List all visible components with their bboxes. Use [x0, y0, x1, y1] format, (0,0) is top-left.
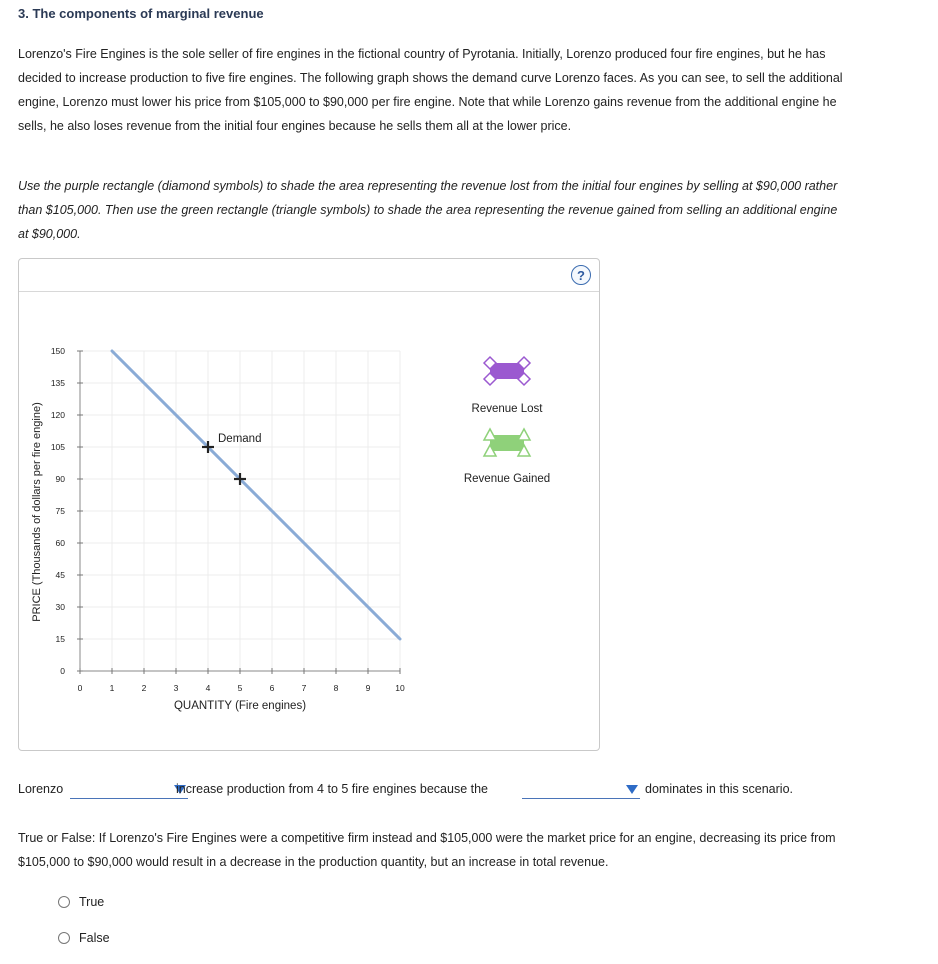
y-tick-label: 135 — [50, 378, 65, 388]
page-title: 3. The components of marginal revenue — [18, 6, 264, 21]
help-button[interactable] — [571, 265, 591, 285]
palette-revenue-lost-label: Revenue Lost — [471, 403, 543, 415]
x-tick-label: 5 — [237, 683, 243, 693]
x-tick-label: 8 — [333, 683, 339, 693]
question-line: $105,000 to $90,000 would result in a decrease in the production quantity, but an increase in total revenue. — [18, 855, 609, 869]
y-axis-label: PRICE (Thousands of dollars per fire engine) — [31, 402, 43, 622]
option-label: True — [79, 895, 105, 909]
option-false[interactable] — [58, 929, 110, 947]
option-label: False — [79, 931, 110, 945]
y-tick-label: 45 — [55, 570, 65, 580]
question-line: True or False: If Lorenzo's Fire Engines were a competitive firm instead and $105,000 were the market price for an engine, decreasing its price from — [18, 831, 836, 845]
instruction-line: at $90,000. — [18, 227, 81, 241]
dropdown-dominant-effect[interactable] — [522, 782, 640, 799]
y-tick-label: 90 — [55, 474, 65, 484]
x-tick-label: 3 — [173, 683, 179, 693]
x-tick-label: 0 — [77, 683, 83, 693]
y-tick-label: 60 — [55, 538, 65, 548]
graph-toolbar — [19, 259, 599, 292]
revenue-lost-rectangle[interactable] — [490, 363, 524, 379]
graph-panel — [18, 258, 600, 751]
instruction-line: Use the purple rectangle (diamond symbols) to shade the area representing the revenue lost from the initial four engines by selling at $90,000 rather — [18, 179, 838, 193]
x-tick-label: 1 — [109, 683, 115, 693]
dropdown-lorenzo-action[interactable] — [70, 782, 188, 799]
palette-revenue-gained-label: Revenue Gained — [463, 473, 551, 485]
x-tick-label: 4 — [205, 683, 211, 693]
intro-line: Lorenzo's Fire Engines is the sole seller of fire engines in the fictional country of Pyrotania. Initially, Lorenzo produced four fire engines, but he has — [18, 47, 826, 61]
y-tick-label: 120 — [50, 410, 65, 420]
x-tick-label: 6 — [269, 683, 275, 693]
option-true[interactable] — [58, 893, 104, 911]
chevron-down-icon — [626, 785, 638, 794]
answer-sentence — [18, 780, 918, 800]
y-tick-label: 15 — [55, 634, 65, 644]
x-axis-label: QUANTITY (Fire engines) — [173, 700, 307, 712]
radio-button[interactable] — [58, 896, 70, 908]
sentence-middle: increase production from 4 to 5 fire engines because the — [176, 782, 488, 796]
radio-button[interactable] — [58, 932, 70, 944]
x-tick-label: 2 — [141, 683, 147, 693]
instruction-line: than $105,000. Then use the green rectangle (triangle symbols) to shade the area representing the revenue gained from selling an additional engine — [18, 203, 838, 217]
y-tick-label: 0 — [60, 666, 65, 676]
demand-curve-label: Demand — [218, 433, 262, 445]
x-tick-label: 10 — [395, 683, 405, 693]
y-tick-label: 150 — [50, 346, 65, 356]
intro-line: sells, he also loses revenue from the initial four engines because he sells them all at the lower price. — [18, 119, 572, 133]
x-tick-label: 7 — [301, 683, 307, 693]
x-tick-label: 9 — [365, 683, 371, 693]
sentence-start: Lorenzo — [18, 782, 64, 796]
intro-line: decided to increase production to five fire engines. The following graph shows the demand curve Lorenzo faces. As you can see, to sell the additional — [18, 71, 843, 85]
intro-line: engine, Lorenzo must lower his price from $105,000 to $90,000 per fire engine. Note that while Lorenzo gains revenue from the additional engine he — [18, 95, 837, 109]
question-mark-icon: ? — [577, 267, 585, 283]
sentence-end: dominates in this scenario. — [645, 782, 793, 796]
y-tick-label: 105 — [50, 442, 65, 452]
y-tick-label: 30 — [55, 602, 65, 612]
y-tick-label: 75 — [55, 506, 65, 516]
